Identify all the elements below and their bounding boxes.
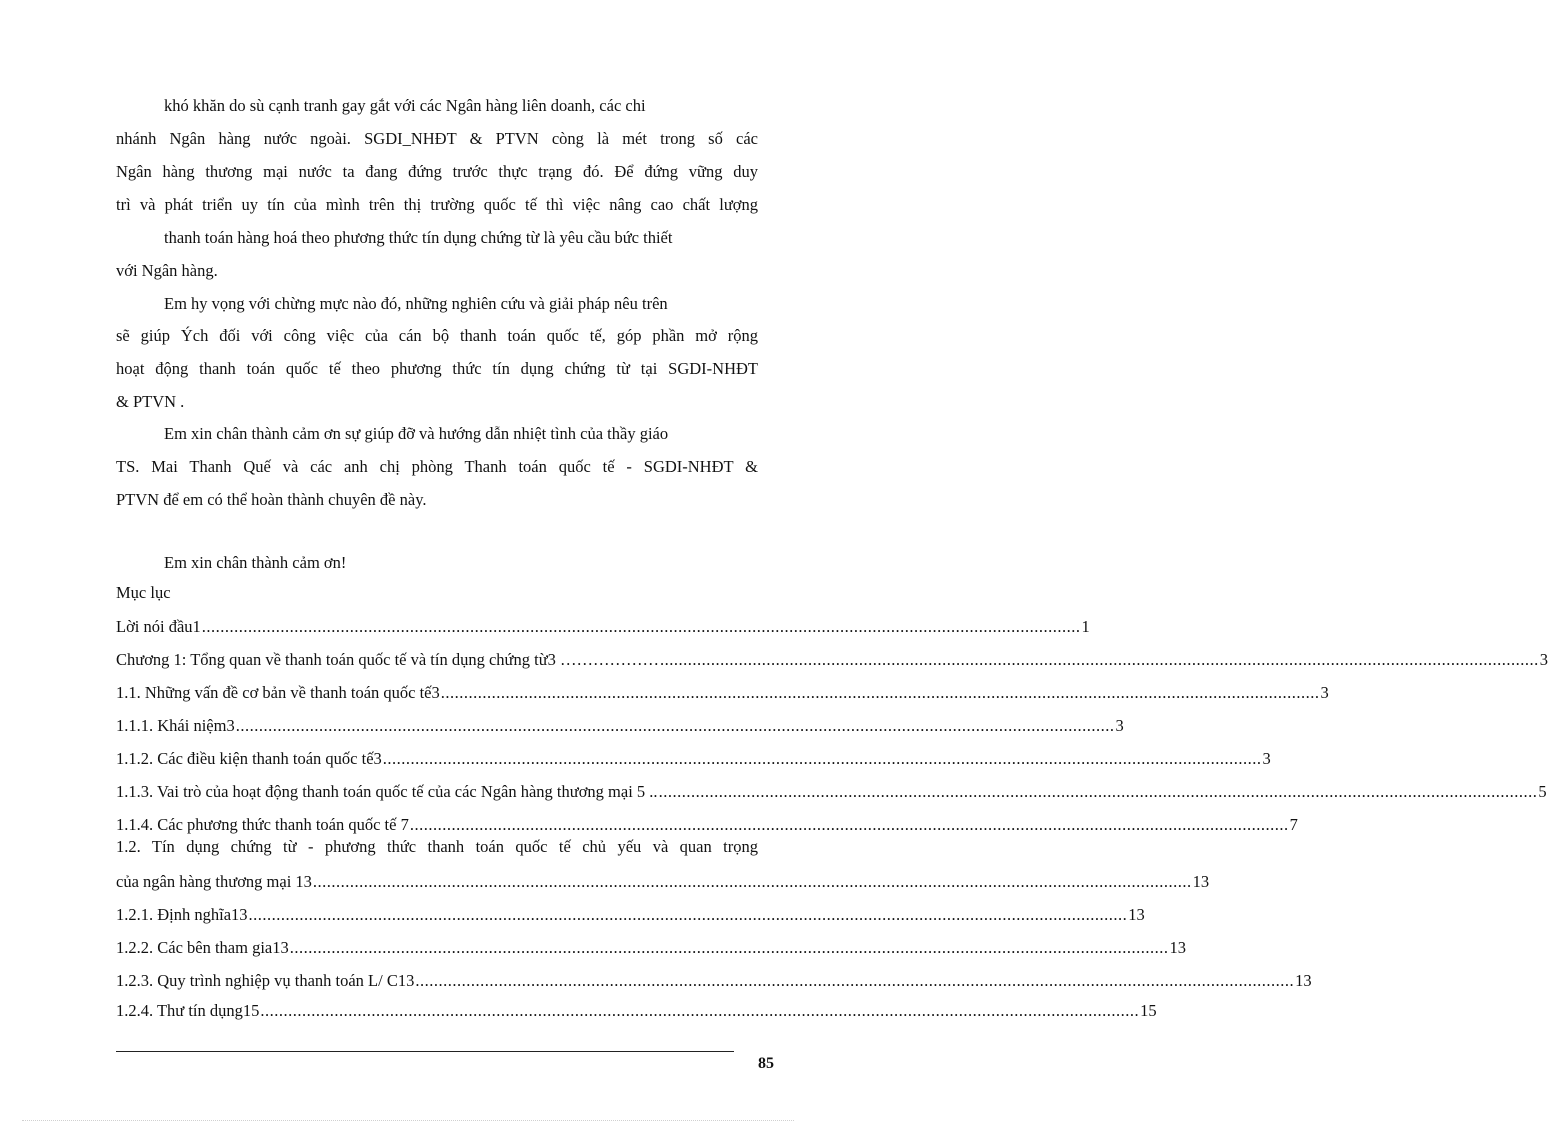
toc-leader-dots: .............................................................................................................................................................................................. (312, 872, 1192, 891)
toc-leader-dots: .............................................................................................................................................................................................. (235, 716, 1115, 735)
body-text-line: thanh toán hàng hoá theo phương thức tín dụng chứng từ là yêu cầu bức thiết (164, 228, 673, 247)
page-bottom-border (22, 1120, 794, 1121)
body-text-line: & PTVN . (116, 392, 185, 411)
toc-entry[interactable] (116, 749, 1271, 769)
body-text-line: Em hy vọng với chừng mực nào đó, những nghiên cứu và giải pháp nêu trên (164, 294, 668, 313)
toc-leader-dots: .............................................................................................................................................................................................. (660, 650, 1539, 669)
page-number: 85 (758, 1055, 774, 1072)
toc-leader-dots: .............................................................................................................................................................................................. (248, 905, 1128, 924)
toc-entry-title: 1.2.1. Định nghĩa13 (116, 905, 248, 924)
toc-entry-title: 1.2.3. Quy trình nghiệp vụ thanh toán L/ C13 (116, 971, 415, 990)
closing-thanks: Em xin chân thành cảm ơn! (164, 553, 347, 572)
toc-entry-title: của ngân hàng thương mại 13 (116, 872, 312, 891)
toc-entry-title: 1.1.4. Các phương thức thanh toán quốc tế 7 (116, 815, 409, 834)
toc-leader-dots: .............................................................................................................................................................................................. (382, 749, 1262, 768)
toc-entry-title: 1.1.3. Vai trò của hoạt động thanh toán quốc tế của các Ngân hàng thương mại 5 .. (116, 782, 658, 801)
toc-entry-title: 1.1. Những vấn đề cơ bản về thanh toán quốc tế3 (116, 683, 440, 702)
body-text-line: khó khăn do sù cạnh tranh gay gắt với các Ngân hàng liên doanh, các chi (164, 96, 646, 115)
toc-entry-title: 1.2.2. Các bên tham gia13 (116, 938, 289, 957)
toc-entry-title: 1.1.2. Các điều kiện thanh toán quốc tế3 (116, 749, 382, 768)
toc-entry-first-line[interactable]: 1.2. Tín dụng chứng từ - phương thức thanh toán quốc tế chủ yếu và quan trọng (116, 837, 758, 856)
toc-leader-dots: .............................................................................................................................................................................................. (260, 1001, 1140, 1020)
toc-entry[interactable] (116, 872, 1210, 892)
toc-entry[interactable] (116, 971, 1312, 991)
toc-entry-page: 3 (1262, 749, 1271, 768)
toc-entry[interactable] (116, 938, 1187, 958)
toc-leader-dots: .............................................................................................................................................................................................. (415, 971, 1295, 990)
body-text-line: trì và phát triển uy tín của mình trên thị trường quốc tế thì việc nâng cao chất lượng (116, 195, 758, 214)
toc-entry[interactable] (116, 905, 1145, 925)
body-text-line: PTVN để em có thể hoàn thành chuyên đề này. (116, 490, 427, 509)
toc-entry-page: 13 (1128, 905, 1145, 924)
toc-entry-page: 13 (1192, 872, 1210, 891)
toc-entry-page: 1 (1081, 617, 1090, 636)
toc-entry-page: 3 (1115, 716, 1124, 735)
toc-leader-dots: .............................................................................................................................................................................................. (409, 815, 1289, 834)
body-text-line: với Ngân hàng. (116, 261, 218, 280)
toc-entry[interactable] (116, 683, 1329, 703)
body-text-line: TS. Mai Thanh Quế và các anh chị phòng Thanh toán quốc tế - SGDI-NHĐT & (116, 457, 758, 476)
toc-entry-page: 7 (1289, 815, 1298, 834)
toc-entry[interactable] (116, 782, 1547, 802)
toc-leader-dots: .............................................................................................................................................................................................. (201, 617, 1081, 636)
body-text-line: Ngân hàng thương mại nước ta đang đứng trước thực trạng đó. Để đứng vững duy (116, 162, 758, 181)
toc-entry[interactable] (116, 716, 1124, 736)
toc-entry[interactable] (116, 650, 1548, 670)
toc-heading: Mục lục (116, 583, 171, 602)
toc-entry[interactable] (116, 617, 1090, 637)
body-text-line: sẽ giúp Ých đối với công việc của cán bộ thanh toán quốc tế, góp phần mở rộng (116, 326, 758, 345)
toc-entry-page: 13 (1295, 971, 1312, 990)
footer-rule (116, 1051, 734, 1052)
body-text-line: Em xin chân thành cảm ơn sự giúp đỡ và hướng dẫn nhiệt tình của thầy giáo (164, 424, 669, 443)
toc-entry[interactable] (116, 1001, 1157, 1021)
toc-entry-title: 1.1.1. Khái niệm3 (116, 716, 235, 735)
toc-entry-page: 13 (1169, 938, 1187, 957)
toc-entry-title: 1.2.4. Thư tín dụng15 (116, 1001, 260, 1020)
toc-entry-page: 3 (1320, 683, 1329, 702)
toc-entry-title: Lời nói đầu1 (116, 617, 201, 636)
toc-leader-dots: .............................................................................................................................................................................................. (289, 938, 1169, 957)
toc-entry-page: 3 (1539, 650, 1548, 669)
body-text-line: hoạt động thanh toán quốc tế theo phương thức tín dụng chứng từ tại SGDI-NHĐT (116, 359, 758, 378)
toc-leader-dots: .............................................................................................................................................................................................. (658, 782, 1538, 801)
toc-leader-dots: .............................................................................................................................................................................................. (440, 683, 1320, 702)
toc-entry-page: 15 (1140, 1001, 1157, 1020)
toc-entry-title: Chương 1: Tổng quan về thanh toán quốc tế và tín dụng chứng từ3 ……………… (116, 650, 660, 669)
toc-entry-page: 5 (1538, 782, 1547, 801)
body-text-line: nhánh Ngân hàng nước ngoài. SGDI_NHĐT & PTVN còng là mét trong số các (116, 129, 758, 148)
